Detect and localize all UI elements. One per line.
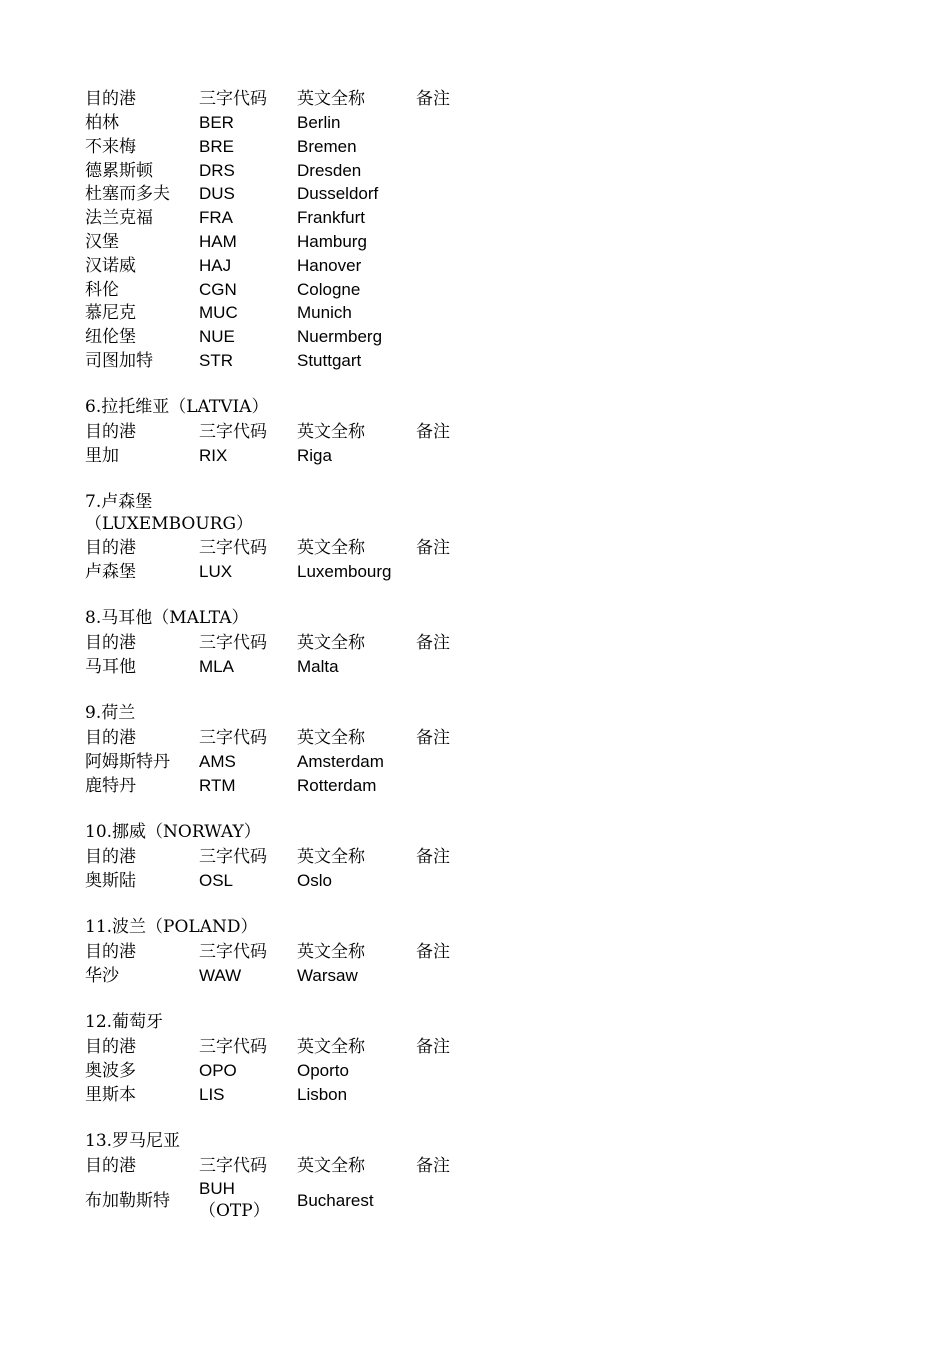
port-name: 汉堡 xyxy=(85,232,119,252)
port-english: Oporto xyxy=(297,1061,349,1080)
port-english: Rotterdam xyxy=(297,776,377,795)
table-row xyxy=(0,254,950,278)
port-name: 德累斯顿 xyxy=(85,161,153,181)
header-port: 目的港 xyxy=(85,422,136,442)
section-title: 12.葡萄牙 xyxy=(85,1012,164,1032)
port-name: 卢森堡 xyxy=(85,562,136,582)
table-row xyxy=(0,655,950,679)
port-name: 法兰克福 xyxy=(85,208,153,228)
port-code: BRE xyxy=(199,137,234,156)
section-title: 13.罗马尼亚 xyxy=(85,1131,181,1151)
port-english: Frankfurt xyxy=(297,208,366,227)
header-note: 备注 xyxy=(416,538,450,558)
table-row xyxy=(0,750,950,774)
table-header-row xyxy=(0,940,950,964)
table-row xyxy=(0,111,950,135)
table-header-row xyxy=(0,845,950,869)
port-code: OPO xyxy=(199,1061,237,1080)
table-header-row xyxy=(0,420,950,444)
port-code: DUS xyxy=(199,184,235,203)
header-english: 英文全称 xyxy=(297,1037,365,1057)
port-code: STR xyxy=(199,351,233,370)
table-row xyxy=(0,206,950,230)
port-code: OSL xyxy=(199,871,234,890)
table-row xyxy=(0,774,950,798)
header-port: 目的港 xyxy=(85,538,136,558)
table-header-row xyxy=(0,726,950,750)
port-name: 不来梅 xyxy=(85,137,136,157)
header-code: 三字代码 xyxy=(199,728,267,748)
port-english: Hanover xyxy=(297,256,362,275)
port-name: 马耳他 xyxy=(85,657,136,677)
port-english: Malta xyxy=(297,657,339,676)
header-english: 英文全称 xyxy=(297,89,365,109)
port-code: MLA xyxy=(199,657,234,676)
table-row xyxy=(0,349,950,373)
port-name: 奥斯陆 xyxy=(85,871,136,891)
header-note: 备注 xyxy=(416,1156,450,1176)
header-port: 目的港 xyxy=(85,728,136,748)
port-name: 杜塞而多夫 xyxy=(85,184,170,204)
table-row xyxy=(0,301,950,325)
header-port: 目的港 xyxy=(85,1037,136,1057)
port-code: MUC xyxy=(199,303,238,322)
header-english: 英文全称 xyxy=(297,633,365,653)
header-note: 备注 xyxy=(416,1037,450,1057)
table-header-row xyxy=(0,536,950,560)
table-row xyxy=(0,964,950,988)
header-code: 三字代码 xyxy=(199,1037,267,1057)
port-name: 司图加特 xyxy=(85,351,153,371)
port-english: Oslo xyxy=(297,871,332,890)
port-english: Munich xyxy=(297,303,352,322)
port-code: AMS xyxy=(199,752,236,771)
table-row xyxy=(0,869,950,893)
section-title: 7.卢森堡 xyxy=(85,492,153,512)
table-row xyxy=(0,1189,950,1213)
table-row xyxy=(0,325,950,349)
table-header-row xyxy=(0,1154,950,1178)
port-name: 里加 xyxy=(85,446,119,466)
port-english: Bremen xyxy=(297,137,357,156)
port-name: 慕尼克 xyxy=(85,303,136,323)
table-row xyxy=(0,1083,950,1107)
port-code: FRA xyxy=(199,208,233,227)
table-row xyxy=(0,159,950,183)
port-code: RIX xyxy=(199,446,228,465)
header-english: 英文全称 xyxy=(297,847,365,867)
port-name: 鹿特丹 xyxy=(85,776,136,796)
port-code: HAM xyxy=(199,232,237,251)
port-code-alternate: （OTP） xyxy=(199,1201,270,1221)
port-code: HAJ xyxy=(199,256,232,275)
port-name: 奥波多 xyxy=(85,1061,136,1081)
port-name: 阿姆斯特丹 xyxy=(85,752,170,772)
header-note: 备注 xyxy=(416,847,450,867)
port-english: Amsterdam xyxy=(297,752,384,771)
header-english: 英文全称 xyxy=(297,1156,365,1176)
table-row xyxy=(0,230,950,254)
table-row xyxy=(0,560,950,584)
header-note: 备注 xyxy=(416,728,450,748)
section-title: 11.波兰（POLAND） xyxy=(85,917,258,937)
port-english: Nuermberg xyxy=(297,327,383,346)
section-title-continued: （LUXEMBOURG） xyxy=(85,514,254,534)
section-title: 10.挪威（NORWAY） xyxy=(85,822,261,842)
port-code: LUX xyxy=(199,562,233,581)
port-english: Dusseldorf xyxy=(297,184,379,203)
header-code: 三字代码 xyxy=(199,847,267,867)
port-code: LIS xyxy=(199,1085,225,1104)
port-english: Luxembourg xyxy=(297,562,392,581)
header-port: 目的港 xyxy=(85,1156,136,1176)
header-code: 三字代码 xyxy=(199,633,267,653)
header-code: 三字代码 xyxy=(199,1156,267,1176)
header-note: 备注 xyxy=(416,942,450,962)
port-english: Stuttgart xyxy=(297,351,362,370)
table-row xyxy=(0,135,950,159)
header-note: 备注 xyxy=(416,422,450,442)
port-code: BER xyxy=(199,113,234,132)
port-name: 布加勒斯特 xyxy=(85,1191,170,1211)
header-english: 英文全称 xyxy=(297,942,365,962)
port-code: WAW xyxy=(199,966,242,985)
port-code: CGN xyxy=(199,280,237,299)
header-port: 目的港 xyxy=(85,847,136,867)
header-port: 目的港 xyxy=(85,942,136,962)
port-english: Berlin xyxy=(297,113,341,132)
header-port: 目的港 xyxy=(85,89,136,109)
port-name: 科伦 xyxy=(85,280,119,300)
port-english: Hamburg xyxy=(297,232,367,251)
section-title: 6.拉托维亚（LATVIA） xyxy=(85,397,269,417)
table-row xyxy=(0,278,950,302)
header-code: 三字代码 xyxy=(199,942,267,962)
header-english: 英文全称 xyxy=(297,538,365,558)
port-name: 汉诺威 xyxy=(85,256,136,276)
table-row xyxy=(0,182,950,206)
header-note: 备注 xyxy=(416,633,450,653)
port-english: Bucharest xyxy=(297,1191,374,1210)
port-code: DRS xyxy=(199,161,235,180)
header-code: 三字代码 xyxy=(199,422,267,442)
section-title: 9.荷兰 xyxy=(85,703,136,723)
port-english: Dresden xyxy=(297,161,362,180)
table-header-row xyxy=(0,87,950,111)
header-code: 三字代码 xyxy=(199,89,267,109)
port-name: 柏林 xyxy=(85,113,119,133)
table-row xyxy=(0,444,950,468)
port-name: 纽伦堡 xyxy=(85,327,136,347)
port-code: RTM xyxy=(199,776,236,795)
table-header-row xyxy=(0,1035,950,1059)
header-english: 英文全称 xyxy=(297,728,365,748)
port-english: Riga xyxy=(297,446,332,465)
port-code: NUE xyxy=(199,327,235,346)
header-port: 目的港 xyxy=(85,633,136,653)
port-code: BUH xyxy=(199,1179,235,1198)
table-row xyxy=(0,1059,950,1083)
port-english: Lisbon xyxy=(297,1085,348,1104)
port-english: Warsaw xyxy=(297,966,358,985)
port-english: Cologne xyxy=(297,280,361,299)
port-name: 华沙 xyxy=(85,966,119,986)
port-name: 里斯本 xyxy=(85,1085,136,1105)
header-code: 三字代码 xyxy=(199,538,267,558)
section-title: 8.马耳他（MALTA） xyxy=(85,608,249,628)
header-english: 英文全称 xyxy=(297,422,365,442)
header-note: 备注 xyxy=(416,89,450,109)
table-header-row xyxy=(0,631,950,655)
